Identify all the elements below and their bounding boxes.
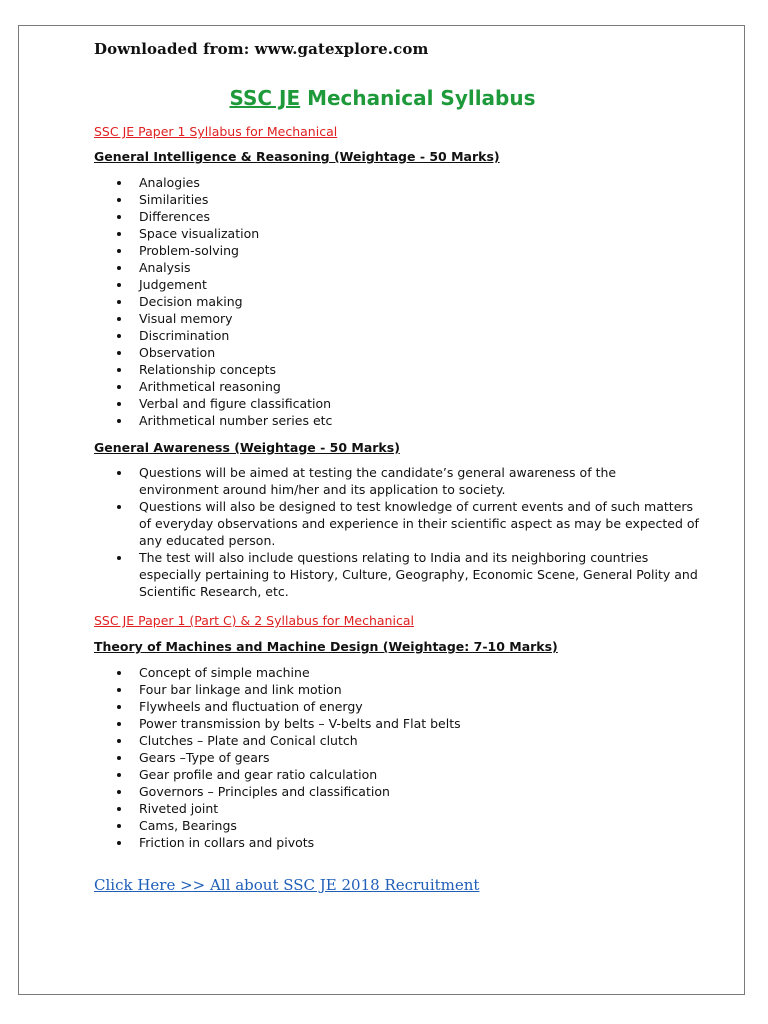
list-item: Flywheels and fluctuation of energy	[115, 698, 461, 715]
list-item: Four bar linkage and link motion	[115, 681, 461, 698]
recruitment-link[interactable]: Click Here >> All about SSC JE 2018 Recruitment	[94, 876, 480, 894]
list-item: Friction in collars and pivots	[115, 834, 461, 851]
title-rest: Mechanical Syllabus	[300, 86, 536, 110]
list-item: Governors – Principles and classification	[115, 783, 461, 800]
list-item: Arithmetical reasoning	[115, 378, 332, 395]
list-item: Analysis	[115, 259, 332, 276]
awareness-list	[115, 464, 699, 600]
paper1-link[interactable]: SSC JE Paper 1 Syllabus for Mechanical	[94, 124, 338, 139]
reasoning-list	[115, 174, 332, 429]
list-item: Differences	[115, 208, 332, 225]
list-item: Questions will also be designed to test knowledge of current events and of such matters of everyday observations and experience in their scientific aspect as may be expected of any educated person.	[115, 498, 699, 549]
page-title	[19, 86, 746, 110]
list-item: Questions will be aimed at testing the candidate’s general awareness of the environment around him/her and its application to society.	[115, 464, 699, 498]
list-item: Similarities	[115, 191, 332, 208]
list-item: Concept of simple machine	[115, 664, 461, 681]
list-item: Clutches – Plate and Conical clutch	[115, 732, 461, 749]
list-item: Visual memory	[115, 310, 332, 327]
list-item: Verbal and figure classification	[115, 395, 332, 412]
list-item: Decision making	[115, 293, 332, 310]
reasoning-heading: General Intelligence & Reasoning (Weightage - 50 Marks)	[94, 149, 500, 164]
list-item: Gears –Type of gears	[115, 749, 461, 766]
list-item: Power transmission by belts – V-belts and Flat belts	[115, 715, 461, 732]
awareness-heading: General Awareness (Weightage - 50 Marks)	[94, 440, 400, 455]
list-item: Discrimination	[115, 327, 332, 344]
machines-heading: Theory of Machines and Machine Design (Weightage: 7-10 Marks)	[94, 639, 558, 654]
list-item: Arithmetical number series etc	[115, 412, 332, 429]
document-page	[18, 25, 745, 995]
machines-list	[115, 664, 461, 851]
paper2-link[interactable]: SSC JE Paper 1 (Part C) & 2 Syllabus for Mechanical	[94, 613, 414, 628]
list-item: Cams, Bearings	[115, 817, 461, 834]
list-item: Gear profile and gear ratio calculation	[115, 766, 461, 783]
list-item: Analogies	[115, 174, 332, 191]
list-item: Relationship concepts	[115, 361, 332, 378]
list-item: The test will also include questions relating to India and its neighboring countries especially pertaining to History, Culture, Geography, Economic Scene, General Polity and Scientific Research, etc.	[115, 549, 699, 600]
list-item: Problem-solving	[115, 242, 332, 259]
list-item: Riveted joint	[115, 800, 461, 817]
title-ssc-je: SSC JE	[229, 86, 301, 110]
list-item: Observation	[115, 344, 332, 361]
downloaded-from-text: Downloaded from: www.gatexplore.com	[94, 40, 429, 58]
list-item: Judgement	[115, 276, 332, 293]
list-item: Space visualization	[115, 225, 332, 242]
